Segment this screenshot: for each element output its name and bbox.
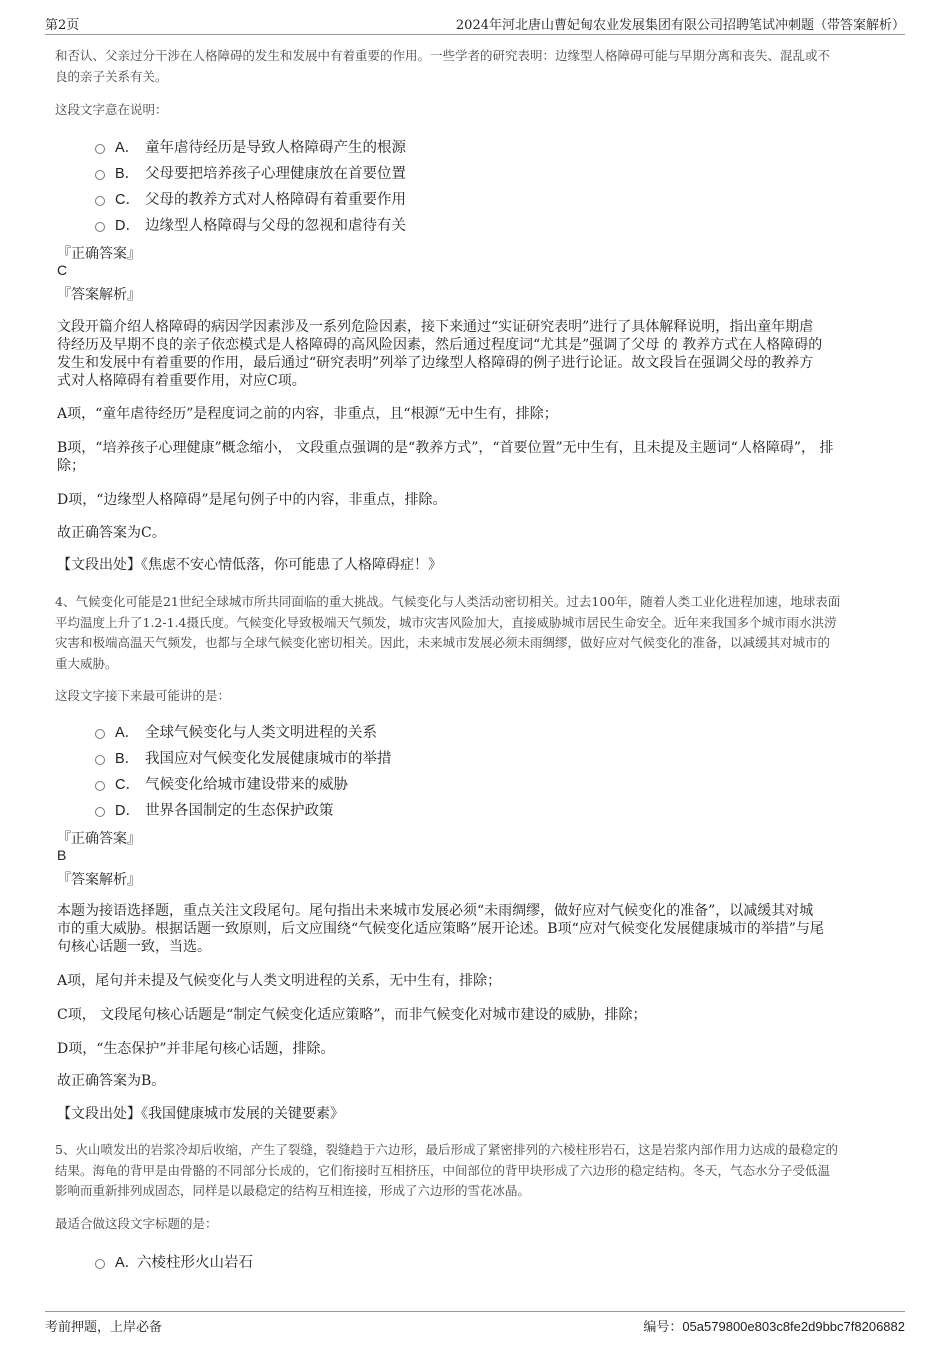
q3-option-b[interactable]: B． 父母要把培养孩子心理健康放在首要位置 <box>95 161 406 183</box>
radio-icon[interactable] <box>95 781 105 791</box>
radio-icon[interactable] <box>95 1259 105 1269</box>
q3-analysis-label: 『答案解析』 <box>57 287 141 303</box>
document-title: 2024年河北唐山曹妃甸农业发展集团有限公司招聘笔试冲刺题（带答案解析） <box>455 18 905 33</box>
q4-source: 【文段出处】《我国健康城市发展的关键要素》 <box>57 1106 344 1122</box>
q4-analysis-c: C项， 文段尾句核心话题是“制定气候变化适应策略”，而非气候变化对城市建设的威胁，排除； <box>57 1007 647 1023</box>
radio-icon[interactable] <box>95 729 105 739</box>
q4-answer-label: 『正确答案』 <box>57 831 141 847</box>
q5-prompt: 最适合做这段文字标题的是： <box>55 1216 218 1231</box>
q4-analysis-paragraph: 本题为接语选择题，重点关注文段尾句。尾句指出未来城市发展必须“未雨绸缪，做好应对气候变化的准备”，以减缓其对城 市的重大威胁。根据话题一致原则，后文应围绕“气候变化适应策略”展开论述。B项“应对气候变化发展健康城市的举措”与尾 句核心话题一致，当选。 <box>57 903 824 955</box>
radio-icon[interactable] <box>95 144 105 154</box>
footer-slogan: 考前押题，上岸必备 <box>45 1320 163 1335</box>
q3-analysis-paragraph: 文段开篇介绍人格障碍的病因学因素涉及一系列危险因素，接下来通过“实证研究表明”进行了具体解释说明，指出童年期虐 待经历及早期不良的亲子依恋模式是人格障碍的高风险因素，然后通过程度词“尤其是”强调了父母 的 教养方式在人格障碍的 发生和发展中有着重要的作用，最后通过“研究表明”列举了边缘型人格障碍的例子进行论证。故文段旨在强调父母的教养方 式对人格障碍有着重要作用，对应C项。 <box>57 319 823 389</box>
q4-analysis-conclusion: 故正确答案为B。 <box>57 1073 166 1089</box>
q5-option-a[interactable]: A． 六棱柱形火山岩石 <box>95 1250 253 1272</box>
q3-analysis-conclusion: 故正确答案为C。 <box>57 525 166 541</box>
page-header <box>45 14 905 35</box>
q3-analysis-a: A项，“童年虐待经历”是程度词之前的内容，非重点，且“根源”无中生有，排除； <box>57 406 558 422</box>
radio-icon[interactable] <box>95 755 105 765</box>
q3-passage-end: 和否认、父亲过分干涉在人格障碍的发生和发展中有着重要的作用。一些学者的研究表明：边缘型人格障碍可能与早期分离和丧失、混乱或不 良的亲子关系有关。 <box>55 48 831 84</box>
q4-option-c[interactable]: C． 气候变化给城市建设带来的威胁 <box>95 772 348 794</box>
q4-prompt: 这段文字接下来最可能讲的是： <box>55 688 231 703</box>
document-code: 编号：05a579800e803c8fe2d9bbc7f8206882 <box>643 1319 905 1335</box>
radio-icon[interactable] <box>95 170 105 180</box>
q4-analysis-a: A项，尾句并未提及气候变化与人类文明进程的关系，无中生有，排除； <box>57 973 502 989</box>
q3-source: 【文段出处】《焦虑不安心情低落，你可能患了人格障碍症！》 <box>57 557 442 573</box>
q3-answer: C <box>57 262 68 278</box>
q4-option-b[interactable]: B． 我国应对气候变化发展健康城市的举措 <box>95 746 392 768</box>
q4-analysis-label: 『答案解析』 <box>57 872 141 888</box>
q3-analysis-d: D项，“边缘型人格障碍”是尾句例子中的内容，非重点，排除。 <box>57 492 447 508</box>
q3-option-a[interactable]: A． 童年虐待经历是导致人格障碍产生的根源 <box>95 135 406 157</box>
q4-passage: 4、气候变化可能是21世纪全球城市所共同面临的重大挑战。气候变化与人类活动密切相关。过去100年，随着人类工业化进程加速，地球表面 平均温度上升了1.2-1.4摄氏度。气候变化导致极端天气频发，城市灾害风险加大，直接威胁城市居民生命安全。近年来我国多个城市雨水洪涝 灾害和极端高温天气频发，也都与全球气候变化密切相关。因此，未来城市发展必须未雨绸缪，做好应对气候变化的准备，以减缓其对城市的 重大威胁。 <box>55 594 841 671</box>
q4-answer: B <box>57 847 67 863</box>
page-footer <box>45 1311 905 1334</box>
radio-icon[interactable] <box>95 807 105 817</box>
q5-passage: 5、火山喷发出的岩浆冷却后收缩，产生了裂缝，裂缝趋于六边形，最后形成了紧密排列的六棱柱形岩石，这是岩浆内部作用力达成的最稳定的 结果。海龟的背甲是由骨骼的不同部分长成的，它们衔接时互相挤压，中间部位的背甲块形成了六边形的稳定结构。冬天，气态水分子受低温 影响而重新排列成固态，同样是以最稳定的结构互相连接，形成了六边形的雪花冰晶。 <box>55 1142 838 1198</box>
q4-option-d[interactable]: D． 世界各国制定的生态保护政策 <box>95 798 334 820</box>
q3-prompt: 这段文字意在说明： <box>55 102 168 117</box>
q3-option-d[interactable]: D． 边缘型人格障碍与父母的忽视和虐待有关 <box>95 213 406 235</box>
q4-analysis-d: D项，“生态保护”并非尾句核心话题，排除。 <box>57 1041 335 1057</box>
page-number: 第2页 <box>45 18 80 33</box>
q3-answer-label: 『正确答案』 <box>57 246 141 262</box>
q3-option-c[interactable]: C． 父母的教养方式对人格障碍有着重要作用 <box>95 187 406 209</box>
radio-icon[interactable] <box>95 222 105 232</box>
q3-analysis-b: B项，“培养孩子心理健康”概念缩小， 文段重点强调的是“教养方式”，“首要位置”无中生有，且未提及主题词“人格障碍”， 排 除； <box>57 440 834 474</box>
radio-icon[interactable] <box>95 196 105 206</box>
q4-option-a[interactable]: A． 全球气候变化与人类文明进程的关系 <box>95 720 377 742</box>
